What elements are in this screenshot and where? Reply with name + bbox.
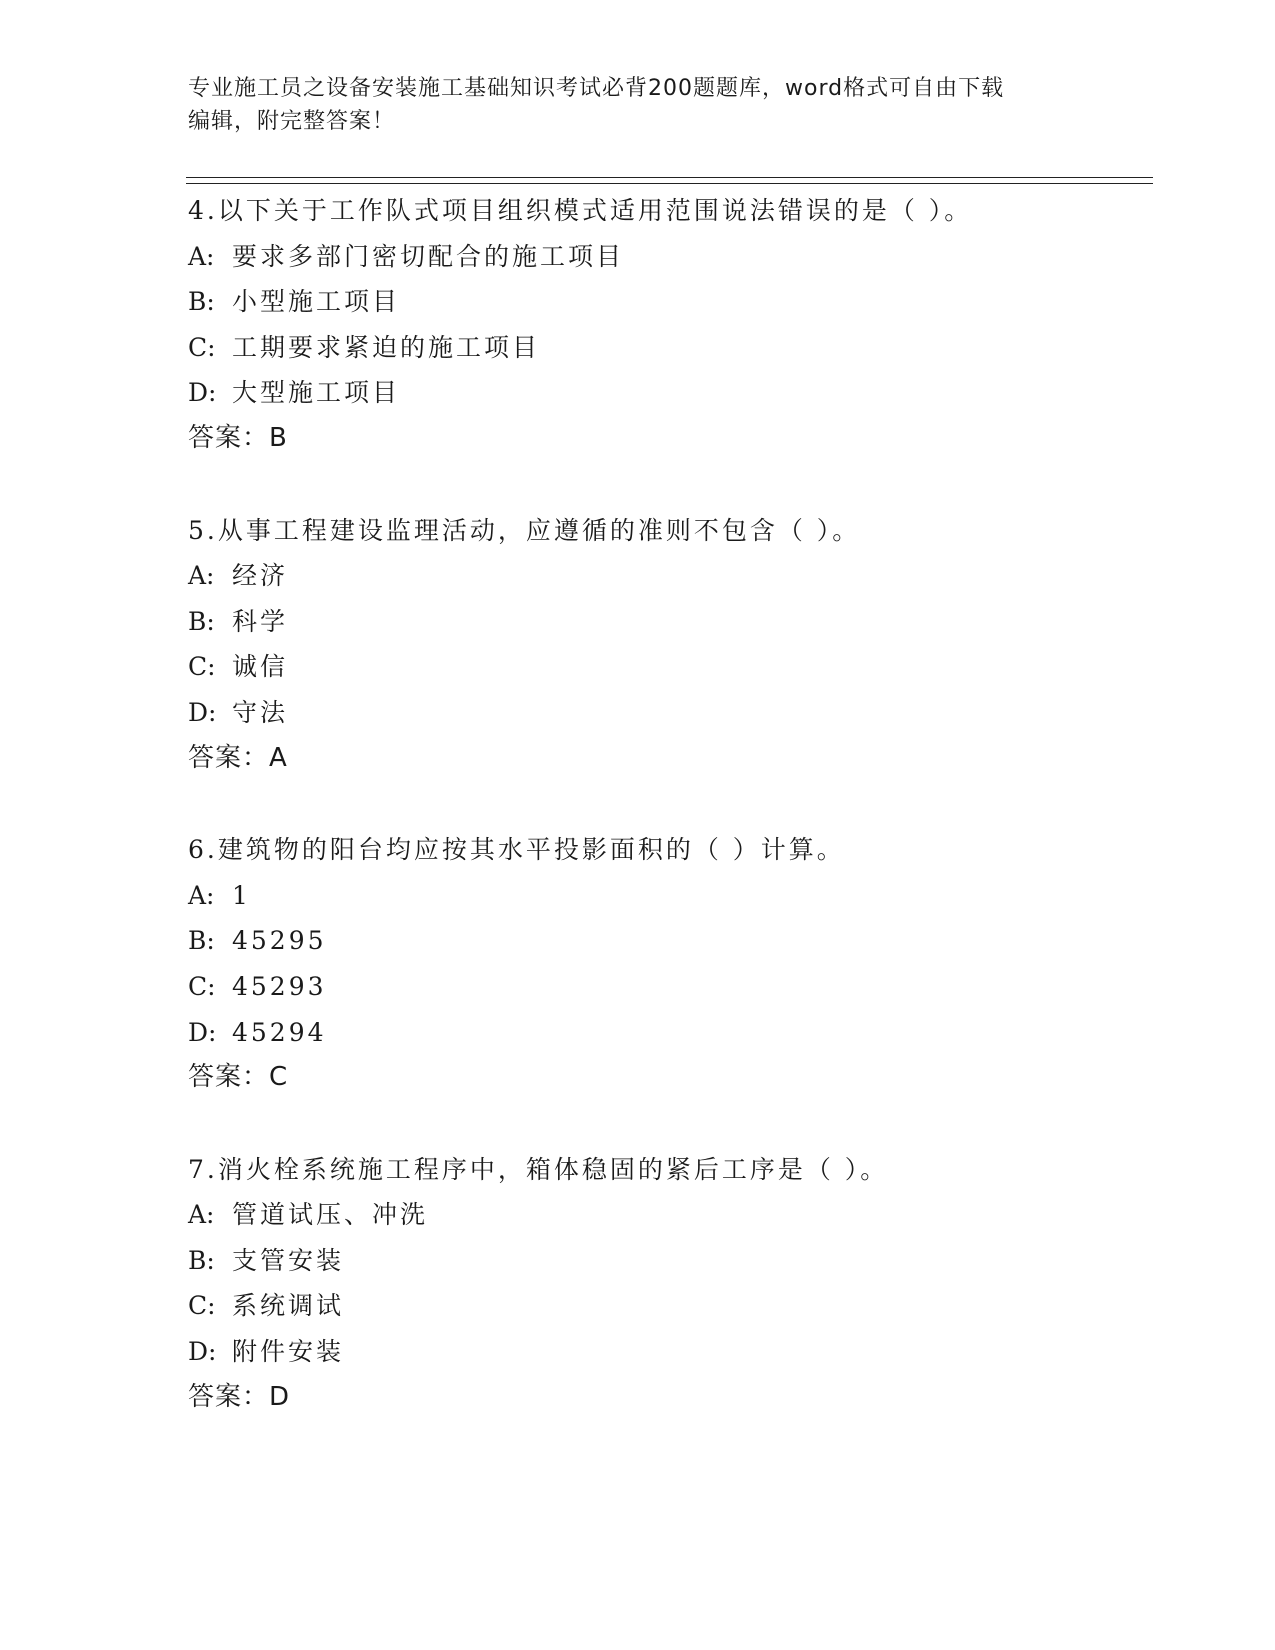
answer-line: 答案：A — [188, 742, 288, 773]
option-text: 大型施工项目 — [232, 378, 401, 408]
option-text: 管道试压、冲洗 — [232, 1200, 429, 1230]
answer-line: 答案：C — [188, 1062, 289, 1093]
question-item — [188, 188, 1148, 462]
option-key: D: — [188, 1337, 217, 1367]
option-d — [188, 1010, 1148, 1056]
answer-line: 答案：B — [188, 422, 288, 453]
option-key: A: — [188, 241, 215, 271]
question-item — [188, 827, 1148, 1101]
answer-line: 答案：D — [188, 1381, 291, 1412]
option-text: 45293 — [232, 971, 327, 1001]
option-key: B: — [188, 287, 215, 317]
option-a — [188, 553, 1148, 599]
option-text: 工期要求紧迫的施工项目 — [232, 332, 541, 362]
option-key: C: — [188, 652, 216, 682]
question-item — [188, 508, 1148, 782]
option-text: 要求多部门密切配合的施工项目 — [232, 241, 625, 271]
option-key: D: — [188, 697, 217, 727]
option-key: D: — [188, 1017, 217, 1047]
option-key: A: — [188, 1200, 215, 1230]
option-text: 守法 — [232, 697, 289, 727]
option-key: B: — [188, 1245, 215, 1275]
option-text: 附件安装 — [232, 1337, 345, 1367]
header-line-2: 编辑，附完整答案！ — [188, 109, 396, 134]
option-key: C: — [188, 332, 216, 362]
option-c — [188, 644, 1148, 690]
option-a — [188, 873, 1148, 919]
option-key: D: — [188, 378, 217, 408]
header-divider-top — [186, 177, 1153, 178]
option-b — [188, 1238, 1148, 1284]
question-title: 5.从事工程建设监理活动，应遵循的准则不包含（ ）。 — [188, 515, 861, 545]
option-d — [188, 1329, 1148, 1375]
option-a — [188, 1192, 1148, 1238]
question-title: 4.以下关于工作队式项目组织模式适用范围说法错误的是（ ）。 — [188, 196, 973, 225]
document-header — [188, 72, 1088, 138]
option-a — [188, 234, 1148, 280]
option-text: 系统调试 — [232, 1291, 345, 1321]
option-c — [188, 1283, 1148, 1329]
option-text: 科学 — [232, 606, 289, 636]
option-text: 小型施工项目 — [232, 287, 401, 317]
option-b — [188, 599, 1148, 645]
option-c — [188, 964, 1148, 1010]
option-key: C: — [188, 1291, 216, 1321]
question-title: 6.建筑物的阳台均应按其水平投影面积的（ ）计算。 — [188, 835, 845, 865]
question-item — [188, 1147, 1148, 1421]
option-text: 经济 — [232, 561, 289, 591]
header-line-1: 专业施工员之设备安装施工基础知识考试必背200题题库，word格式可自由下载 — [188, 76, 1005, 101]
option-text: 45294 — [232, 1017, 327, 1047]
option-key: B: — [188, 606, 215, 636]
option-text: 1 — [232, 880, 251, 910]
option-key: A: — [188, 880, 215, 910]
header-divider-bottom — [186, 183, 1153, 184]
option-text: 45295 — [232, 926, 327, 956]
option-key: B: — [188, 926, 215, 956]
option-key: C: — [188, 971, 216, 1001]
question-title: 7.消火栓系统施工程序中，箱体稳固的紧后工序是（ ）。 — [188, 1154, 889, 1184]
option-key: A: — [188, 561, 215, 591]
option-text: 诚信 — [232, 652, 289, 682]
option-text: 支管安装 — [232, 1245, 345, 1275]
option-d — [188, 370, 1148, 416]
option-d — [188, 690, 1148, 736]
option-c — [188, 325, 1148, 371]
option-b — [188, 918, 1148, 964]
option-b — [188, 279, 1148, 325]
question-list — [188, 188, 1148, 1466]
